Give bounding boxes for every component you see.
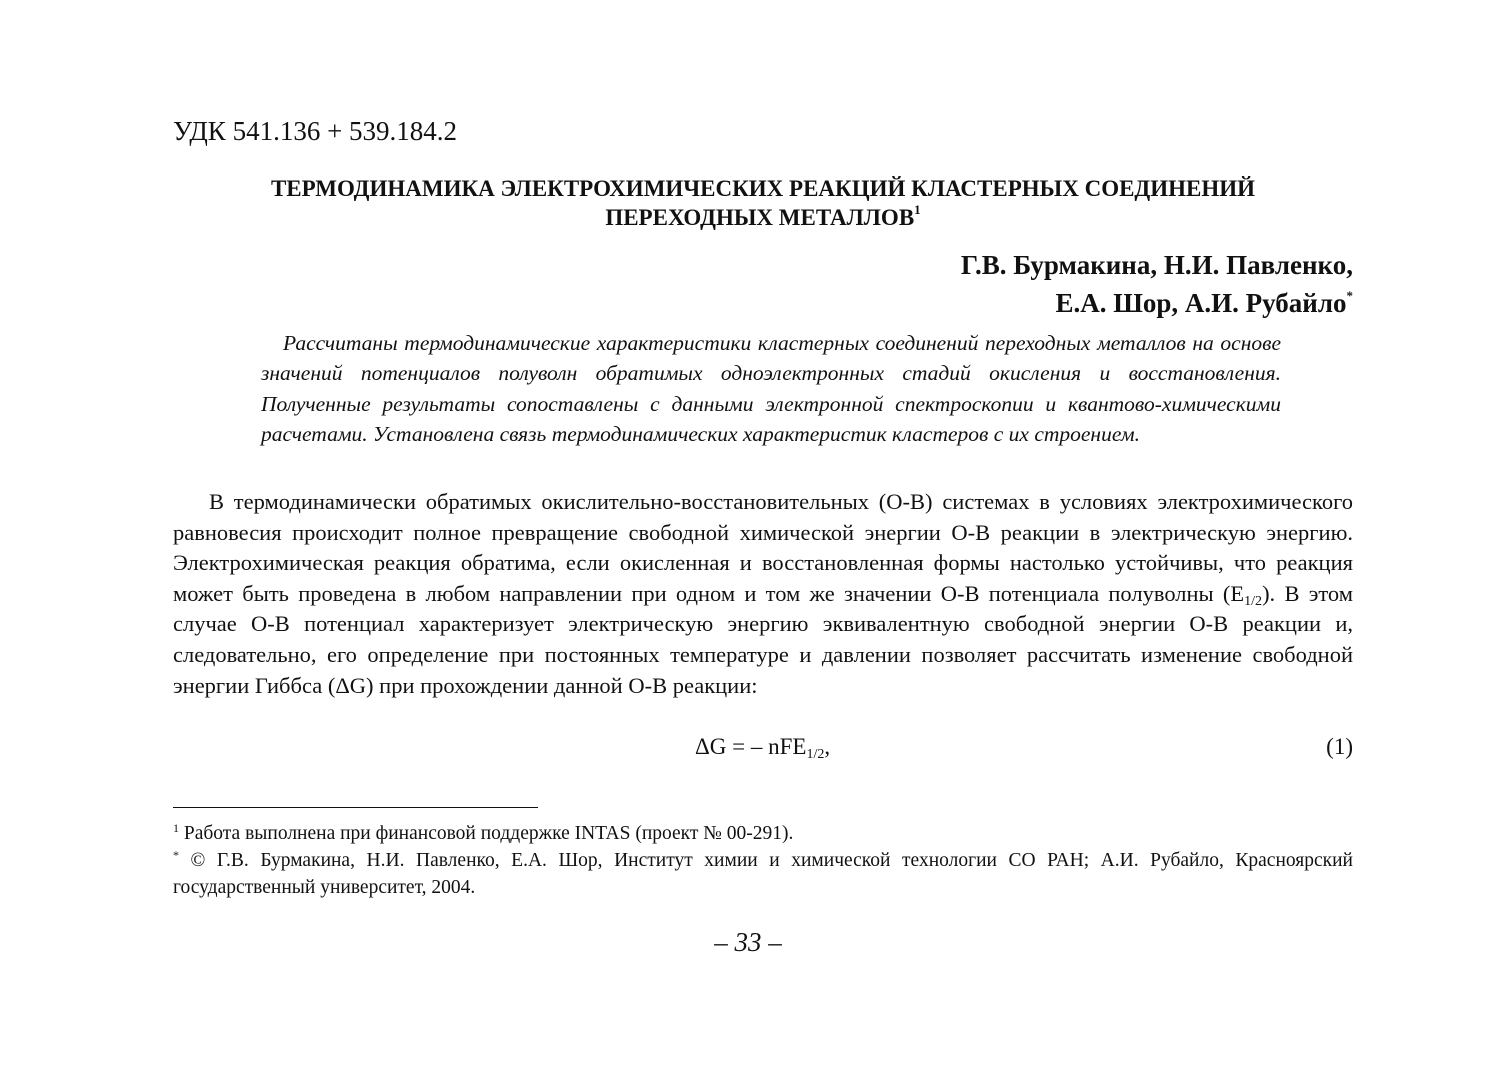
authors-line-2-text: Е.А. Шор, А.И. Рубайло (1055, 288, 1347, 318)
equation (695, 732, 830, 762)
equation-lhs: ΔG = – nFE (695, 734, 807, 759)
footnote-divider (173, 807, 538, 808)
authors-footnote-mark: * (1346, 288, 1353, 303)
equation-tail: , (824, 734, 831, 759)
page-number: – 33 – (714, 927, 782, 957)
footnote-2-mark: * (173, 848, 179, 862)
footnote-2 (173, 847, 1353, 901)
udc-code: УДК 541.136 + 539.184.2 (173, 116, 458, 146)
equation-subscript: 1/2 (806, 747, 825, 762)
footnote-1 (173, 820, 1353, 847)
abstract: Рассчитаны термодинамические характеристики кластерных соединений переходных металлов на основе значений потенциалов полуволн обратимых одноэлектронных стадий окисления и восстановления. Полученные результаты сопоставлены с данными электронной спектроскопии и квантово-химическими расчетами. Установлена связь термодинамических характеристик кластеров с их строением. (261, 331, 1281, 446)
title-line-2-text: ПЕРЕХОДНЫХ МЕТАЛЛОВ (605, 205, 915, 230)
body-subscript: 1/2 (1244, 593, 1263, 609)
title-line-2 (173, 203, 1353, 232)
body-text-part-1: В термодинамически обратимых окислительно-восстановительных (О-В) системах в условиях электрохимического равновесия происходит полное превращение свободной химической энергии О-В реакции в электрическую энергию. Электрохимическая реакция обратима, если окисленная и восстановленная формы настолько устойчивы, что реакция может быть проведена в любом направлении при одном и том же значении О-В потенциала полуволны (E (173, 489, 1353, 606)
authors-line-2 (961, 284, 1353, 322)
authors-block (961, 246, 1353, 322)
equation-number: (1) (1326, 734, 1353, 759)
authors-line-1: Г.В. Бурмакина, Н.И. Павленко, (960, 250, 1353, 280)
footnote-1-mark: 1 (173, 821, 179, 835)
body-paragraph (173, 487, 1353, 701)
footnote-1-text: Работа выполнена при финансовой поддержке INTAS (проект № 00-291). (179, 823, 794, 844)
title-footnote-mark: 1 (914, 202, 921, 218)
title-line-1: ТЕРМОДИНАМИКА ЭЛЕКТРОХИМИЧЕСКИХ РЕАКЦИЙ КЛАСТЕРНЫХ СОЕДИНЕНИЙ (270, 176, 1256, 201)
footnote-2-text: © Г.В. Бурмакина, Н.И. Павленко, Е.А. Шор, Институт химии и химической технологии СО РАН; А.И. Рубайло, Красноярский государственный университет, 2004. (173, 850, 1353, 898)
article-title (173, 174, 1353, 232)
body-text-part-2: ). В этом случае О-В потенциал характеризует электрическую энергию эквивалентную свободной энергии О-В реакции и, следовательно, его определение при постоянных температуре и давлении позволяет рассчитать изменение свободной энергии Гиббса (ΔG) при прохождении данной О-В реакции: (173, 580, 1353, 698)
footnotes (173, 820, 1353, 901)
